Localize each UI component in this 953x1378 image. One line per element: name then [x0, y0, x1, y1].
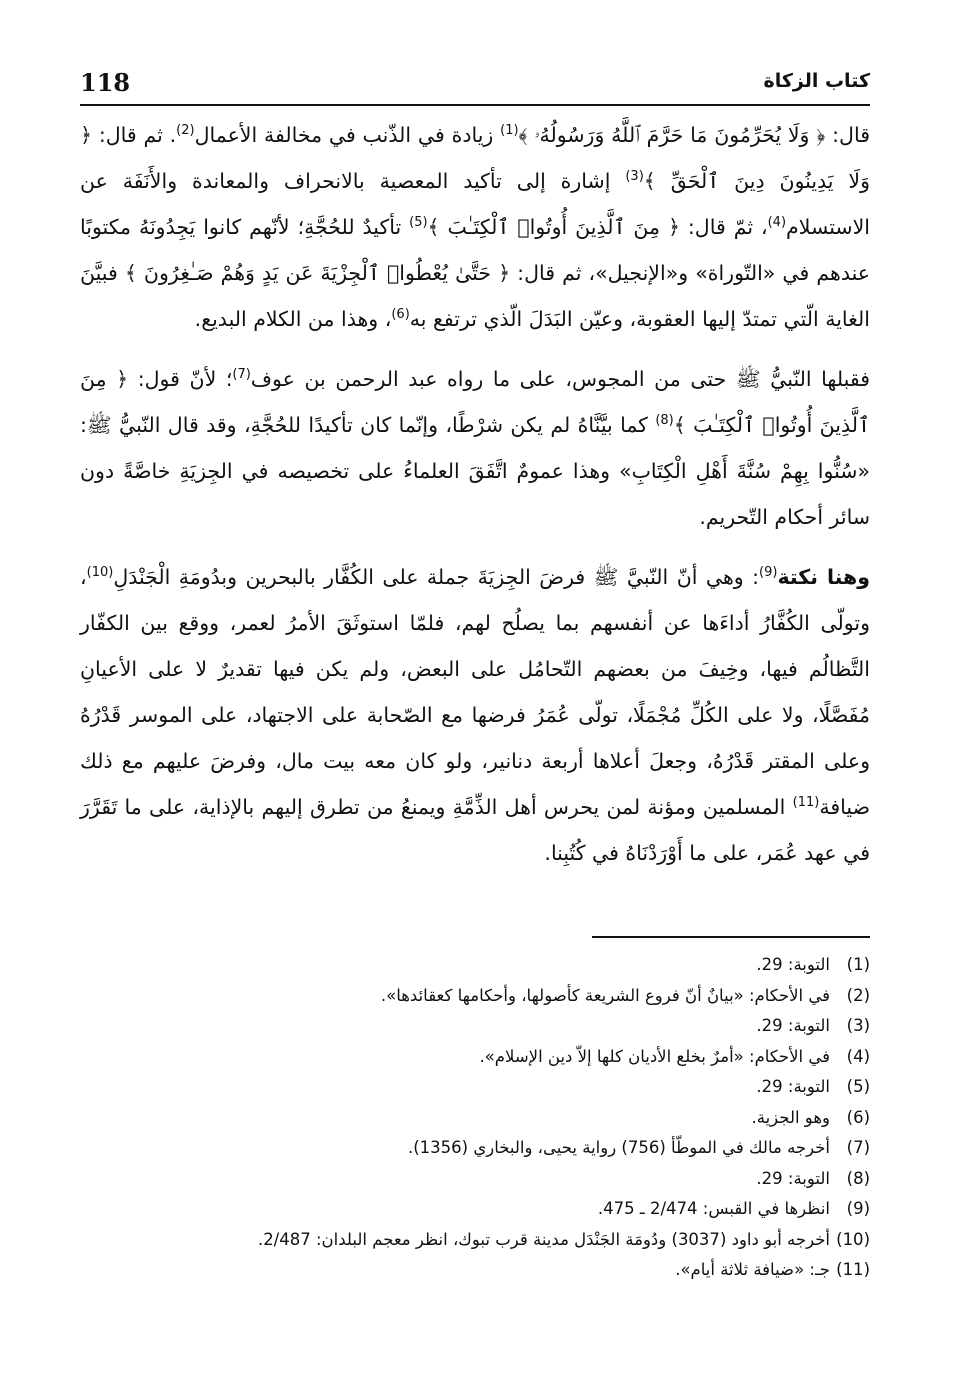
paragraph-3: [80, 554, 870, 876]
footnote-text: جـ: «ضيافة ثلاثة أيام».: [675, 1260, 830, 1279]
paragraph-text: إشارة إلى تأكيد المعصية بالانحراف والمعاندة والأَنَفَة عن الاستسلام: [80, 169, 870, 239]
footnote-text: التوبة: 29.: [756, 1016, 830, 1035]
footnote-text: التوبة: 29.: [756, 955, 830, 974]
footnote-number: (4): [846, 1046, 870, 1066]
footnote-number: (8): [846, 1168, 870, 1188]
footnote-number: (10): [836, 1229, 870, 1249]
paragraph-text: ، وتولّى الكُفَّارُ أداءَها عن أنفسهم بما يصلُح لهم، فلمّا استوثَقَ الأمرُ لعمر، ووقع بين الكفّار التَّظالُم فيها، وخِيفَ من بعضهم التّحامُل على البعض، ولم يكن فيها تقديرٌ لا على الأعيانِ مُفَصَّلًا، ولا على الكُلِّ مُجْمَلًا، تولّى عُمَرُ فرضها مع الصّحابة على الاجتهاد، على الموسر قَدْرُهُ وعلى المقتر قَدْرُهُ، وجعلَ أعلاها أربعة دنانير، ولو كان معه بيت مال، وفرضَ عليهم مع ذلك ضيافة: [80, 565, 870, 819]
paragraph-text: كما بيَّنَّاهُ لم يكن شرْطًا، وإنّما كان تأكيدًا للحُجَّةِ، وقد قال النّبيُّ ﷺ: «سُنُّوا بِهِمْ سُنَّةَ أَهْلِ الْكِتَابِ» وهذا عمومٌ اتَّفَقَ العلماءُ على تخصيصه في الجِزيَةِ خاصَّةً دون سائر أحكام التّحريم.: [80, 413, 870, 529]
footnote: [80, 1194, 870, 1225]
footnote-number: (1): [846, 955, 870, 974]
paragraph-text: ؛ لأنّ قول: ﴿ مِنَ ٱلَّذِينَ أُوتُوا۟ ٱلْكِتَـٰبَ ﴾: [80, 367, 870, 437]
header-rule: [80, 104, 870, 106]
footnote-text: التوبة: 29.: [756, 1168, 830, 1188]
paragraph-text: قال: ﴿ وَلَا يُحَرِّمُونَ مَا حَرَّمَ ٱللَّهُ وَرَسُولُهُۥ ﴾: [518, 123, 870, 147]
footnote-marker: (2): [176, 123, 195, 139]
footnotes: [80, 950, 870, 1286]
main-text: [80, 112, 870, 876]
footnote-number: (3): [846, 1016, 870, 1035]
page-number: 118: [80, 68, 131, 97]
footnote-marker: (11): [792, 795, 820, 811]
footnote-marker: (8): [655, 413, 674, 429]
footnote: [80, 1255, 870, 1286]
footnote-number: (11): [836, 1260, 870, 1279]
footnote: [80, 1072, 870, 1103]
footnote: [80, 1164, 870, 1195]
footnote: [80, 1103, 870, 1134]
footnote-number: (2): [846, 985, 870, 1005]
footnote-text: التوبة: 29.: [756, 1077, 830, 1096]
paragraph-text: تأكيدٌ للحُجَّةِ؛ لأنّهم كانوا يَجِدُونَهُ مكتوبًا عندهم في «التّوراة» و«الإنجيل»، ثم قال: ﴿ حَتَّىٰ يُعْطُوا۟ ٱلْجِزْيَةَ عَن يَدٍ وَهُمْ صَـٰغِرُونَ ﴾ فبيَّنَ الغاية الّتي تمتدّ إليها العقوبة، وعيّن البَدَلَ الّذي ترتفع به: [80, 215, 870, 331]
paragraph-2: [80, 356, 870, 540]
paragraph-text: زيادة في الذّنب في مخالفة الأعمال: [194, 123, 501, 147]
running-title: كتاب الزكاة: [763, 70, 870, 92]
footnote: [80, 950, 870, 981]
footnote-marker: (5): [409, 215, 428, 231]
footnote-number: (7): [846, 1138, 870, 1157]
paragraph-text: . ثم قال: ﴿ وَلَا يَدِينُونَ دِينَ ٱلْحَقِّ ﴾: [80, 123, 871, 193]
footnote-number: (5): [846, 1077, 870, 1096]
paragraph-lead: وهنا نكتة: [777, 565, 870, 589]
footnote-number: (9): [846, 1199, 870, 1218]
footnote-marker: (1): [500, 123, 519, 139]
footnote: [80, 1225, 870, 1256]
footnote-text: في الأحكام: «أمرٌ بخلع الأديان كلها إلاّ دين الإسلام».: [479, 1046, 830, 1066]
footnote-text: انظرها في القبس: 2/474 ـ 475.: [597, 1199, 830, 1218]
paragraph-text: فقبلها النّبيُّ ﷺ حتى من المجوس، على ما رواه عبد الرحمن بن عوف: [250, 367, 870, 391]
footnote: [80, 1011, 870, 1042]
footnote-text: أخرجه مالك في الموطّأ (756) رواية يحيى، والبخاري (1356).: [407, 1138, 830, 1157]
paragraph-1: [80, 112, 870, 342]
footnote-marker: (10): [86, 565, 114, 581]
paragraph-text: : وهي أنّ النّبيَّ ﷺ فرضَ الجِزيَةَ جملة على الكُفَّار بالبحرين وبدُومَةِ الْجَنْدَلِ: [113, 565, 760, 589]
footnote-text: أخرجه أبو داود (3037) ودُومَة الجَنْدَل مدينة قرب تبوك، انظر معجم البلدان: 2/487.: [257, 1229, 830, 1249]
footnote-marker: (7): [232, 367, 251, 383]
paragraph-text: ، وهذا من الكلام البديع.: [194, 307, 392, 331]
footnote-number: (6): [846, 1107, 870, 1127]
footnote-marker: (3): [625, 169, 644, 185]
paragraph-text: ، ثمّ قال: ﴿ مِنَ ٱلَّذِينَ أُوتُوا۟ ٱلْكِتَـٰبَ ﴾: [427, 215, 768, 239]
footnote-text: في الأحكام: «بيانٌ أنّ فروع الشريعة كأصولها، وأحكامها كعقائدها».: [380, 985, 830, 1005]
page-header: [80, 64, 870, 104]
footnote: [80, 1042, 870, 1073]
paragraph-text: المسلمين ومؤنة لمن يحرس أهل الذِّمَّةِ ويمنعُ من تطرق إليهم بالإذاية، على ما تَقَرَّرَ في عهد عُمَر، على ما أَوْرَدْنَاهُ في كُتُبِنا.: [80, 795, 870, 865]
footnote-text: وهو الجزية.: [751, 1107, 830, 1127]
footnote: [80, 1133, 870, 1164]
footnote-marker: (6): [391, 307, 410, 323]
footnote-separator: [592, 936, 870, 938]
footnote-marker: (9): [759, 565, 778, 581]
footnote: [80, 981, 870, 1012]
footnote-marker: (4): [767, 215, 787, 231]
